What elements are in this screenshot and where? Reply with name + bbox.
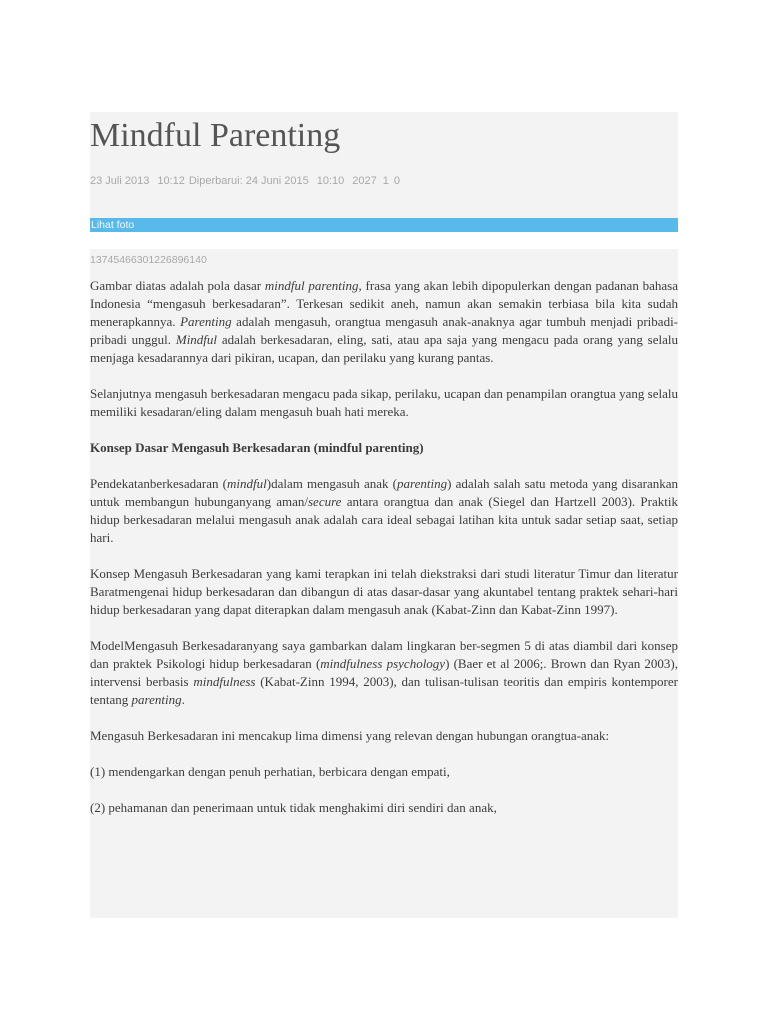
section-heading: Konsep Dasar Mengasuh Berkesadaran (mindful parenting) bbox=[90, 440, 424, 455]
publish-time: 10:12 bbox=[157, 175, 185, 187]
article-paragraph: (2) pehamanan dan penerimaan untuk tidak menghakimi diri sendiri dan anak, bbox=[90, 800, 497, 815]
article-paragraph: Mengasuh Berkesadaran ini mencakup lima dimensi yang relevan dengan hubungan orangtua-anak: bbox=[90, 728, 610, 743]
view-photo-bar[interactable] bbox=[90, 218, 678, 232]
view-count: 2027 bbox=[352, 175, 377, 187]
article-paragraph: ModelMengasuh Berkesadaranyang saya gambarkan dalam lingkaran ber-segmen 5 di atas diambil dari konsep dan praktek Psikologi hidup berkesadaran (mindfulness psychology) (Baer et al 2006;. Brown dan Ryan 2003), intervensi berbasis mindfulness (Kabat-Zinn 1994, 2003), dan tulisan-tulisan teoritis dan empiris kontemporer tentang parenting. bbox=[90, 638, 679, 707]
photo-caption: 13745466301226896140 bbox=[90, 254, 207, 266]
article-body bbox=[90, 277, 678, 835]
updated-time: 10:10 bbox=[316, 175, 345, 187]
article-paragraph: (1) mendengarkan dengan penuh perhatian, berbicara dengan empati, bbox=[90, 764, 450, 779]
updated-label: Diperbarui: 24 Juni 2015 bbox=[188, 175, 309, 187]
publish-date: 23 Juli 2013 bbox=[90, 175, 150, 187]
vote-count: 1 bbox=[382, 175, 389, 187]
article-paragraph: Konsep Mengasuh Berkesadaran yang kami terapkan ini telah diekstraksi dari studi literatur Timur dan literatur Baratmengenai hidup berkesadaran dan dibangun di atas dasar-dasar yang akuntabel tentang praktek sehari-hari hidup berkesadaran yang dapat diterapkan dalam mengasuh anak (Kabat-Zinn dan Kabat-Zinn 1997). bbox=[90, 566, 678, 617]
article-paragraph: Gambar diatas adalah pola dasar mindful parenting, frasa yang akan lebih dipopulerkan dengan padanan bahasa Indonesia “mengasuh berkesadaran”. Terkesan sedikit aneh, namun akan semakin terbiasa bila kita sudah menerapkannya. Parenting adalah mengasuh, orangtua mengasuh anak-anaknya agar tumbuh menjadi pribadi-pribadi unggul. Mindful adalah berkesadaran, eling, sati, atau apa saja yang mengacu pada orang yang selalu menjaga kesadarannya dari pikiran, ucapan, dan perilaku yang kurang pantas. bbox=[90, 278, 679, 365]
photo-divider bbox=[90, 232, 678, 249]
article-container bbox=[90, 112, 678, 918]
article-title: Mindful Parenting bbox=[90, 117, 341, 154]
view-photo-link[interactable]: Lihat foto bbox=[91, 219, 135, 231]
article-meta bbox=[90, 175, 408, 187]
comment-count: 0 bbox=[393, 175, 400, 187]
article-paragraph: Selanjutnya mengasuh berkesadaran mengacu pada sikap, perilaku, ucapan dan penampilan orangtua yang selalu memiliki kesadaran/eling dalam mengasuh buah hati mereka. bbox=[90, 386, 678, 419]
article-paragraph: Pendekatanberkesadaran (mindful)dalam mengasuh anak (parenting) adalah salah satu metoda yang disarankan untuk membangun hubunganyang aman/secure antara orangtua dan anak (Siegel dan Hartzell 2003). Praktik hidup berkesadaran melalui mengasuh anak adalah cara ideal sebagai latihan kita untuk sadar setiap saat, setiap hari. bbox=[90, 476, 678, 545]
